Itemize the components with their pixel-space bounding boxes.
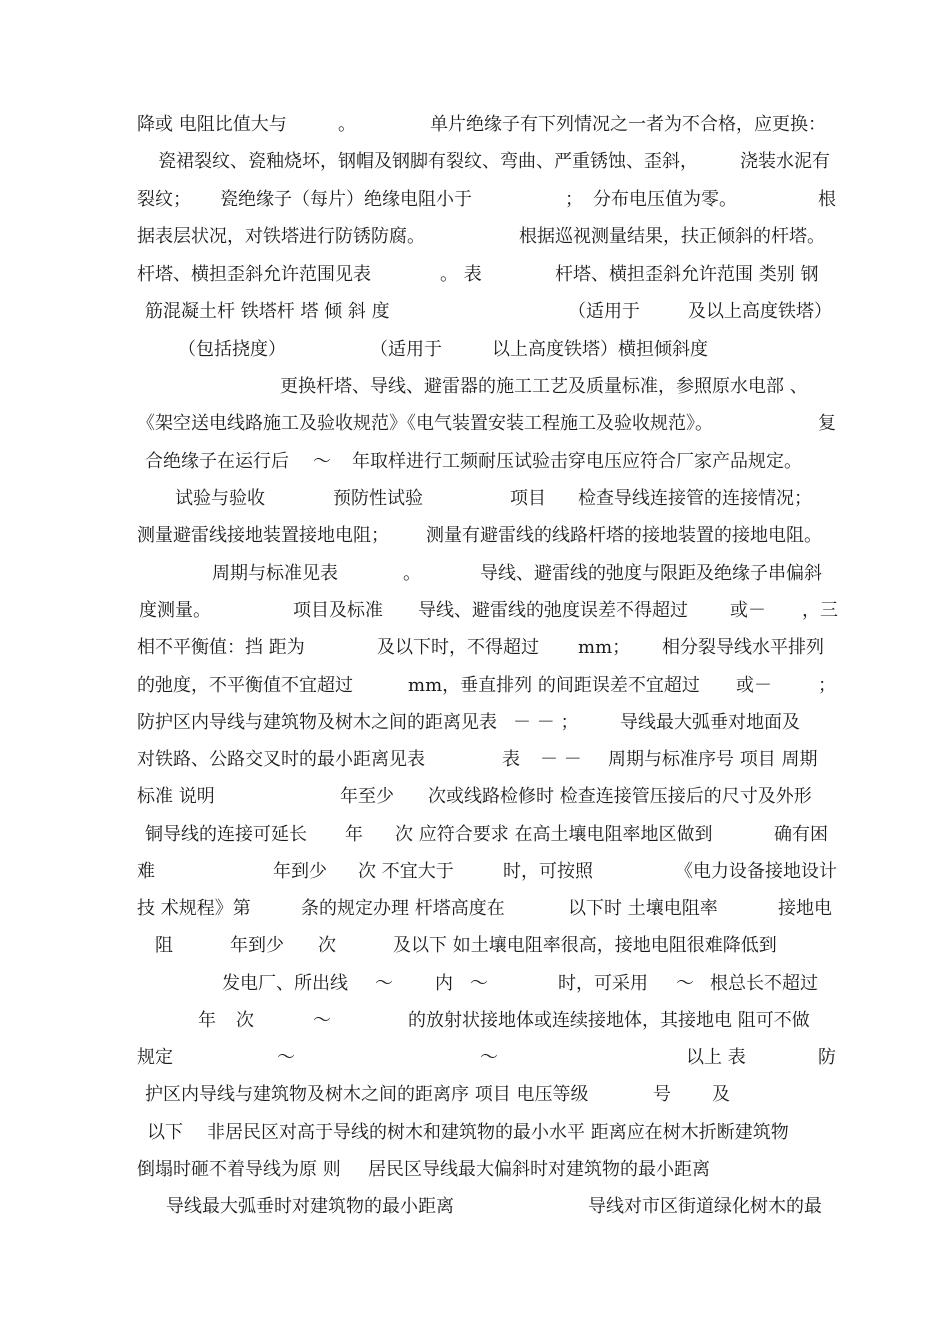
text-segment: 的放射状接地体或连续接地体，其接地电 阻可不做: [408, 1010, 810, 1031]
text-segment: 发电厂、所出线: [222, 973, 348, 994]
text-segment: 瓷裙裂纹、瓷釉烧坏，钢帽及钢脚有裂纹、弯曲、严重锈蚀、歪斜，: [158, 151, 698, 172]
text-segment: 防: [818, 1047, 836, 1068]
text-segment: 技 术规程》第: [137, 898, 251, 919]
text-segment: ～: [313, 451, 331, 472]
text-segment: mm，垂直排列 的间距误差不宜超过: [408, 675, 700, 696]
text-line: [0, 743, 950, 777]
text-line: [0, 220, 950, 254]
text-segment: mm；: [578, 637, 631, 658]
text-line: [0, 669, 950, 703]
text-line: [0, 295, 950, 329]
text-line: [0, 333, 950, 367]
text-segment: ～: [470, 973, 488, 994]
text-segment: 测量避雷线接地装置接地电阻；: [137, 525, 389, 546]
text-segment: 导线最大弧垂对地面及: [620, 712, 800, 733]
text-segment: 及以下时，不得超过: [377, 637, 539, 658]
text-segment: 。: [338, 114, 356, 135]
text-segment: 周期与标准序号 项目 周期: [608, 749, 818, 770]
text-segment: 以上 表: [686, 1047, 746, 1068]
text-segment: 根据巡视测量结果，扶正倾斜的杆塔。: [519, 226, 825, 247]
text-line: [0, 1190, 950, 1224]
text-segment: ～: [277, 1047, 295, 1068]
text-segment: 年到少: [230, 935, 284, 956]
text-segment: 单片绝缘子有下列情况之一者为不合格，应更换：: [430, 114, 826, 135]
text-segment: 防护区内导线与建筑物及树木之间的距离见表: [137, 712, 497, 733]
text-segment: （适用于: [370, 339, 442, 360]
text-line: [0, 108, 950, 142]
text-segment: 以下: [147, 1122, 183, 1143]
text-segment: 筋混凝土杆 铁塔杆 塔 倾 斜 度: [145, 301, 390, 322]
text-segment: 测量有避雷线的线路杆塔的接地装置的接地电阻。: [426, 525, 822, 546]
text-segment: 难: [137, 861, 155, 882]
text-line: [0, 967, 950, 1001]
text-line: [0, 594, 950, 628]
text-segment: 及: [712, 1084, 730, 1105]
text-line: [0, 557, 950, 591]
text-segment: 项目及标准: [293, 600, 383, 621]
text-segment: 及以下 如土壤电阻率很高，接地电阻很难降低到: [393, 935, 777, 956]
text-segment: 。 表: [440, 264, 482, 285]
text-line: [0, 482, 950, 516]
text-segment: 瓷绝缘子（每片）绝缘电阻小于: [220, 189, 472, 210]
text-line: [0, 145, 950, 179]
text-segment: 倒塌时砸不着导线为原 则: [137, 1159, 341, 1180]
text-segment: 年取样进行工频耐压试验击穿电压应符合厂家产品规定。: [352, 451, 802, 472]
text-segment: （适用于: [568, 301, 640, 322]
text-segment: 导线、避雷线的弛度与限距及绝缘子串偏斜: [480, 563, 822, 584]
text-line: [0, 1153, 950, 1187]
text-segment: 年到少: [273, 861, 327, 882]
text-segment: 居民区导线最大偏斜时对建筑物的最小距离: [368, 1159, 710, 1180]
text-line: [0, 519, 950, 553]
text-segment: 年至少: [340, 786, 394, 807]
text-segment: 确有困: [774, 824, 828, 845]
text-segment: 表: [502, 749, 520, 770]
text-segment: 时，可采用: [558, 973, 648, 994]
text-segment: 非居民区对高于导线的树木和建筑物的最小水平 距离应在树木折断建筑物: [207, 1122, 789, 1143]
text-line: [0, 258, 950, 292]
text-segment: 降或 电阻比值大与: [137, 114, 287, 135]
text-line: [0, 1078, 950, 1112]
text-line: [0, 855, 950, 889]
text-segment: 次: [236, 1010, 254, 1031]
text-segment: 次或线路检修时 检查连接管压接后的尺寸及外形: [428, 786, 812, 807]
text-line: [0, 818, 950, 852]
text-segment: 度测量。: [139, 600, 211, 621]
text-segment: ，三: [802, 600, 838, 621]
text-segment: 导线最大弧垂时对建筑物的最小距离: [166, 1196, 454, 1217]
text-segment: 及以上高度铁塔）: [688, 301, 832, 322]
text-segment: 护区内导线与建筑物及树木之间的距离序 项目 电压等级: [145, 1084, 589, 1105]
text-segment: ～: [676, 973, 694, 994]
text-line: [0, 1041, 950, 1075]
text-segment: － －: [540, 749, 582, 770]
text-line: [0, 780, 950, 814]
text-segment: 次 应符合要求 在高土壤电阻率地区做到: [395, 824, 713, 845]
text-segment: ；: [565, 189, 583, 210]
text-line: [0, 407, 950, 441]
text-line: [0, 892, 950, 926]
text-segment: 次 不宜大于: [358, 861, 454, 882]
text-segment: 相分裂导线水平排列: [662, 637, 824, 658]
text-segment: 更换杆塔、导线、避雷器的施工工艺及质量标准，参照原水电部 、: [280, 376, 808, 397]
text-line: [0, 929, 950, 963]
text-segment: 预防性试验: [333, 488, 423, 509]
text-segment: 次: [318, 935, 336, 956]
text-segment: ～: [480, 1047, 498, 1068]
text-segment: 检查导线连接管的连接情况；: [578, 488, 812, 509]
text-segment: 以下时 土壤电阻率: [568, 898, 718, 919]
text-segment: 《架空送电线路施工及验收规范》《电气装置安装工程施工及验收规范》。: [137, 413, 713, 434]
text-segment: 的弛度，不平衡值不宜超过: [137, 675, 353, 696]
text-segment: 根: [818, 189, 836, 210]
text-segment: ；: [818, 675, 836, 696]
text-segment: 或－: [730, 600, 766, 621]
text-segment: 分布电压值为零。: [593, 189, 737, 210]
text-segment: 规定: [137, 1047, 173, 1068]
text-segment: 时，可按照: [503, 861, 593, 882]
text-segment: 年: [345, 824, 363, 845]
text-segment: ～: [375, 973, 393, 994]
text-line: [0, 1004, 950, 1038]
text-segment: 导线对市区街道绿化树木的最: [588, 1196, 822, 1217]
text-segment: 对铁路、公路交叉时的最小距离见表: [137, 749, 425, 770]
text-segment: 以上高度铁塔）横担倾斜度: [492, 339, 708, 360]
text-line: [0, 183, 950, 217]
text-segment: － － ；: [513, 712, 579, 733]
text-line: [0, 706, 950, 740]
text-segment: 根总长不超过: [710, 973, 818, 994]
text-line: [0, 445, 950, 479]
text-segment: 内: [435, 973, 453, 994]
text-segment: （包括挠度）: [178, 339, 286, 360]
text-segment: 相不平衡值：挡 距为: [137, 637, 305, 658]
text-line: [0, 1116, 950, 1150]
text-segment: 标准 说明: [137, 786, 215, 807]
text-segment: 杆塔、横担歪斜允许范围 类别 钢: [555, 264, 819, 285]
text-segment: 接地电: [778, 898, 832, 919]
text-segment: 《电力设备接地设计: [675, 861, 837, 882]
text-segment: 年: [198, 1010, 216, 1031]
text-segment: 周期与标准见表: [212, 563, 338, 584]
text-segment: 试验与验收: [175, 488, 265, 509]
text-line: [0, 631, 950, 665]
text-segment: 铜导线的连接可延长: [145, 824, 307, 845]
text-segment: 。: [403, 563, 421, 584]
text-segment: 或－: [736, 675, 772, 696]
text-segment: 导线、避雷线的弛度误差不得超过: [418, 600, 688, 621]
text-segment: 项目: [510, 488, 546, 509]
text-segment: 裂纹；: [137, 189, 191, 210]
text-segment: 据表层状况，对铁塔进行防锈防腐。: [137, 226, 425, 247]
text-segment: 阻: [155, 935, 173, 956]
text-segment: 浇装水泥有: [740, 151, 830, 172]
text-segment: 号: [653, 1084, 671, 1105]
text-segment: 条的规定办理 杆塔高度在: [301, 898, 505, 919]
text-segment: 复: [818, 413, 836, 434]
text-segment: 杆塔、横担歪斜允许范围见表: [137, 264, 371, 285]
text-segment: ～: [313, 1010, 331, 1031]
text-segment: 合绝缘子在运行后: [145, 451, 289, 472]
text-line: [0, 370, 950, 404]
